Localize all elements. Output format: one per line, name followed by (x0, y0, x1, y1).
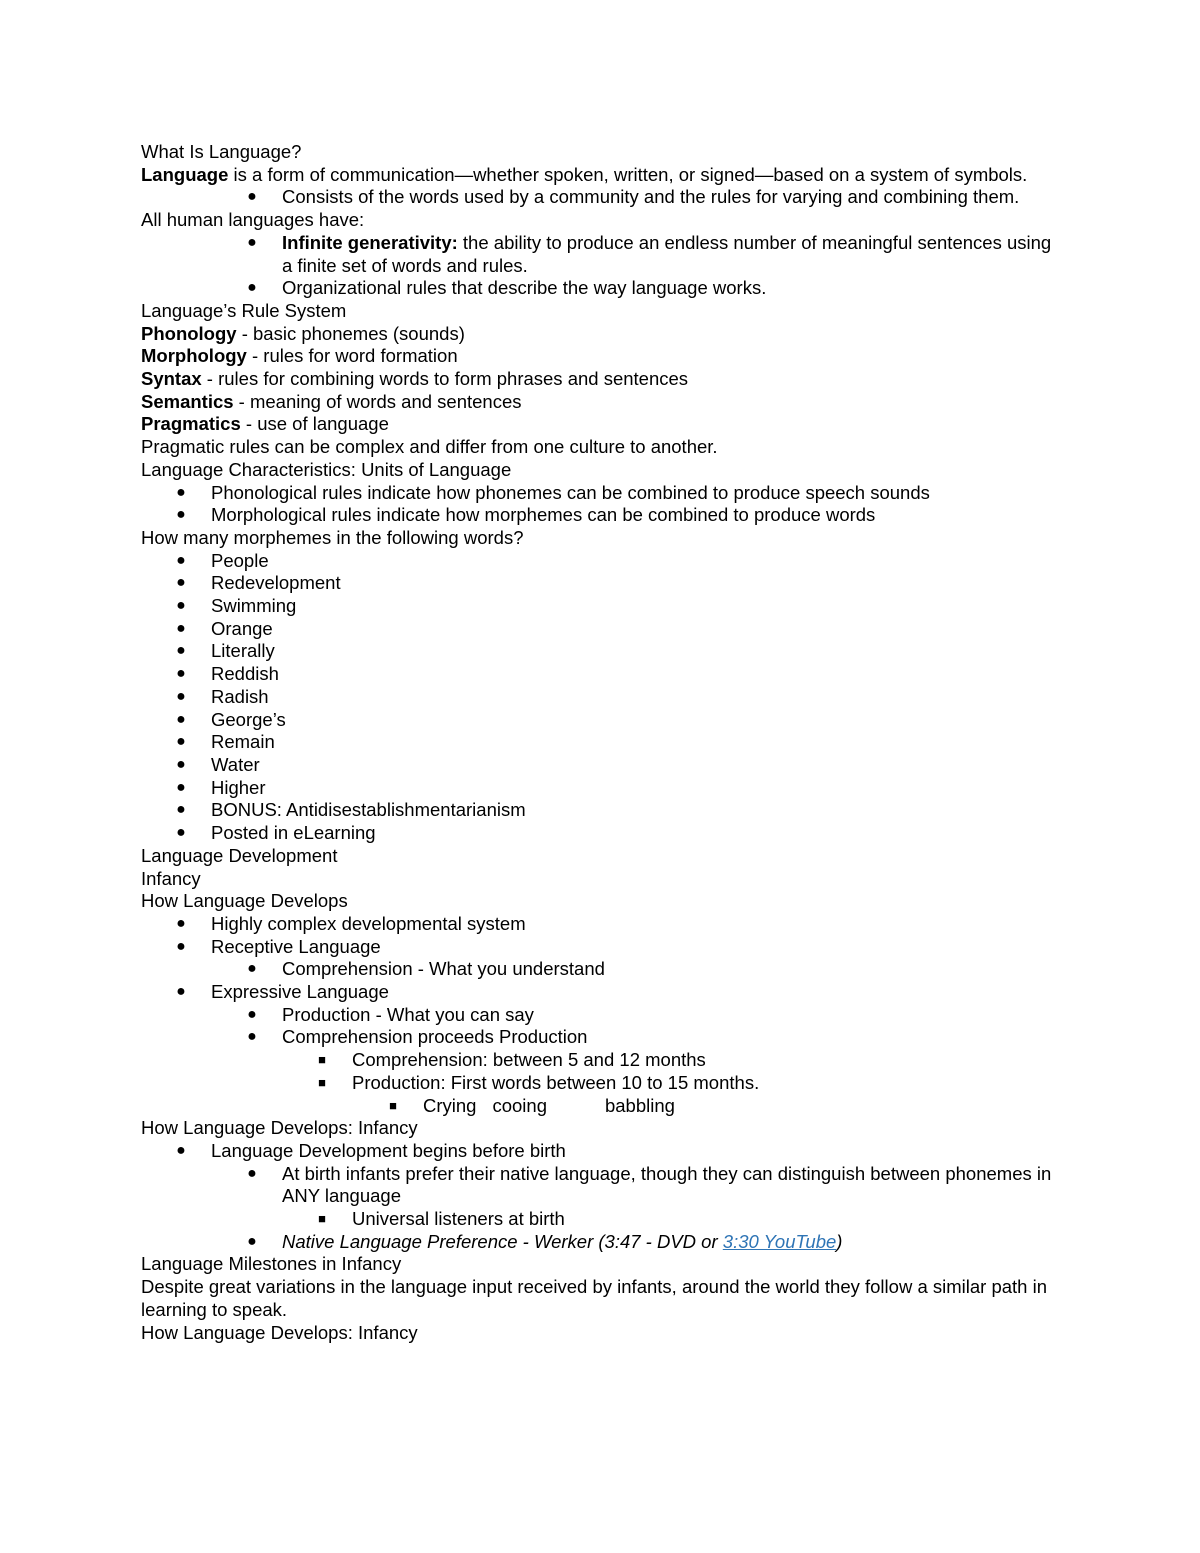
list-item-text: Comprehension - What you understand (282, 958, 605, 980)
stage-babbling: babbling (604, 1094, 675, 1116)
bullet-icon: ● (247, 188, 257, 206)
list-item (141, 822, 1061, 845)
bullet-icon: ● (176, 755, 186, 773)
stage-crying: Crying (423, 1094, 477, 1116)
list-item (141, 1095, 1061, 1118)
morpheme-word: Orange (211, 617, 273, 639)
bullet-icon: ● (176, 733, 186, 751)
rule-text: - use of language (240, 413, 389, 435)
paragraph: Despite great variations in the language input received by infants, around the world they follow a similar path in learning to speak. (141, 1276, 1047, 1320)
bullet-icon: ● (176, 914, 186, 932)
morpheme-word: Posted in eLearning (211, 822, 376, 844)
section-heading: What Is Language? (141, 141, 302, 162)
list-item (141, 618, 1061, 641)
bullet-icon: ● (176, 687, 186, 705)
section-heading: How many morphemes in the following words? (141, 526, 524, 548)
list-item-text: Native Language Preference - Werker (3:47 - DVD or (282, 1230, 723, 1252)
list-item (141, 754, 1061, 777)
rule-term: Morphology (141, 345, 247, 367)
morpheme-word: Radish (211, 685, 269, 707)
stage-cooing: cooing (492, 1094, 547, 1116)
list-item-text: Organizational rules that describe the way language works. (282, 277, 767, 299)
list-item (141, 1140, 1061, 1163)
rule-text: - basic phonemes (sounds) (236, 322, 465, 344)
paragraph: Pragmatic rules can be complex and differ from one culture to another. (141, 436, 718, 458)
list-item (141, 958, 1061, 981)
bullet-icon: ● (176, 983, 186, 1001)
list-item-text-close: ) (836, 1230, 843, 1252)
bullet-icon: ● (176, 778, 186, 796)
section-heading: How Language Develops: Infancy (141, 1117, 418, 1139)
list-item (141, 595, 1061, 618)
rule-term: Semantics (141, 390, 234, 412)
morpheme-word: BONUS: Antidisestablishmentarianism (211, 799, 526, 821)
square-bullet-icon: ■ (389, 1097, 397, 1113)
rule-term: Phonology (141, 322, 237, 344)
square-bullet-icon: ■ (318, 1052, 326, 1068)
list-item (141, 186, 1061, 209)
morpheme-word-list (141, 550, 1061, 845)
definition-term: Language (141, 163, 229, 185)
section-heading: How Language Develops: Infancy (141, 1321, 418, 1343)
bullet-icon: ● (176, 801, 186, 819)
rule-term: Pragmatics (141, 413, 241, 435)
bullet-icon: ● (247, 960, 257, 978)
list-item-text: Morphological rules indicate how morphemes can be combined to produce words (211, 504, 876, 526)
list-item (141, 1231, 1061, 1254)
bullet-icon: ● (176, 710, 186, 728)
bullet-icon: ● (247, 1232, 257, 1250)
section-heading: Language Characteristics: Units of Language (141, 458, 512, 480)
list-item-text: Comprehension: between 5 and 12 months (352, 1049, 706, 1071)
list-item-text: Production - What you can say (282, 1003, 534, 1025)
rule-row (141, 345, 1061, 368)
section-heading: How Language Develops (141, 890, 348, 912)
rule-row (141, 391, 1061, 414)
morpheme-word: People (211, 549, 269, 571)
list-item (141, 1004, 1061, 1027)
morpheme-word: Water (211, 753, 260, 775)
rule-row (141, 368, 1061, 391)
bullet-icon: ● (176, 665, 186, 683)
list-item-text: Consists of the words used by a community and the rules for varying and combining them. (282, 186, 1020, 208)
bullet-icon: ● (247, 1164, 257, 1182)
list-item (141, 981, 1061, 1004)
list-item (141, 663, 1061, 686)
list-item-term: Infinite generativity: (282, 231, 458, 253)
youtube-link[interactable]: 3:30 YouTube (722, 1230, 837, 1252)
bullet-icon: ● (247, 1005, 257, 1023)
paragraph: All human languages have: (141, 209, 365, 231)
bullet-icon: ● (176, 483, 186, 501)
section-heading: Language Development (141, 844, 338, 866)
morpheme-word: Reddish (211, 663, 279, 685)
list-item-text: the ability to produce an endless number of meaningful sentences using a finite set of words and rules. (282, 231, 1052, 276)
morpheme-word: George’s (211, 708, 286, 730)
list-item-text: Language Development begins before birth (211, 1139, 566, 1161)
list-item (141, 777, 1061, 800)
bullet-icon: ● (176, 574, 186, 592)
bullet-icon: ● (176, 506, 186, 524)
morpheme-word: Literally (211, 640, 275, 662)
bullet-icon: ● (176, 597, 186, 615)
list-item (141, 232, 1061, 277)
section-heading: Infancy (141, 867, 201, 889)
list-item (141, 1163, 1061, 1208)
rule-text: - meaning of words and sentences (233, 390, 522, 412)
bullet-icon: ● (176, 824, 186, 842)
list-item (141, 936, 1061, 959)
morpheme-word: Remain (211, 731, 275, 753)
section-heading: Language’s Rule System (141, 299, 347, 321)
rule-term: Syntax (141, 368, 202, 390)
morpheme-word: Swimming (211, 595, 297, 617)
list-item (141, 913, 1061, 936)
list-item-text: At birth infants prefer their native language, though they can distinguish between phonemes in ANY language (282, 1162, 1052, 1207)
list-item (141, 550, 1061, 573)
square-bullet-icon: ■ (318, 1211, 326, 1227)
list-item (141, 1072, 1061, 1095)
bullet-icon: ● (176, 642, 186, 660)
bullet-icon: ● (176, 937, 186, 955)
list-item-text: Comprehension proceeds Production (282, 1026, 588, 1048)
list-item-text: Expressive Language (211, 981, 389, 1003)
list-item (141, 709, 1061, 732)
list-item (141, 686, 1061, 709)
rule-row (141, 323, 1061, 346)
morpheme-word: Higher (211, 776, 266, 798)
rule-text: - rules for word formation (246, 345, 458, 367)
list-item (141, 504, 1061, 527)
list-item-text: Production: First words between 10 to 15 months. (352, 1071, 760, 1093)
definition-text: is a form of communication—whether spoken, written, or signed—based on a system of symbols. (228, 163, 1028, 185)
rule-text: - rules for combining words to form phrases and sentences (201, 368, 689, 390)
document-body (141, 141, 1061, 1344)
bullet-icon: ● (247, 279, 257, 297)
bullet-icon: ● (176, 1141, 186, 1159)
list-item (141, 482, 1061, 505)
section-heading: Language Milestones in Infancy (141, 1253, 402, 1275)
bullet-icon: ● (176, 551, 186, 569)
list-item-text: Phonological rules indicate how phonemes can be combined to produce speech sounds (211, 481, 930, 503)
list-item (141, 277, 1061, 300)
bullet-icon: ● (247, 233, 257, 251)
list-item-text: Receptive Language (211, 935, 381, 957)
morpheme-word: Redevelopment (211, 572, 341, 594)
list-item-text: Universal listeners at birth (352, 1208, 565, 1230)
list-item (141, 640, 1061, 663)
list-item-text: Highly complex developmental system (211, 912, 526, 934)
list-item (141, 1026, 1061, 1049)
list-item (141, 799, 1061, 822)
list-item (141, 1208, 1061, 1231)
list-item (141, 572, 1061, 595)
square-bullet-icon: ■ (318, 1074, 326, 1090)
bullet-icon: ● (176, 619, 186, 637)
list-item (141, 731, 1061, 754)
language-definition (141, 164, 1061, 187)
rule-row (141, 413, 1061, 436)
bullet-icon: ● (247, 1028, 257, 1046)
list-item (141, 1049, 1061, 1072)
